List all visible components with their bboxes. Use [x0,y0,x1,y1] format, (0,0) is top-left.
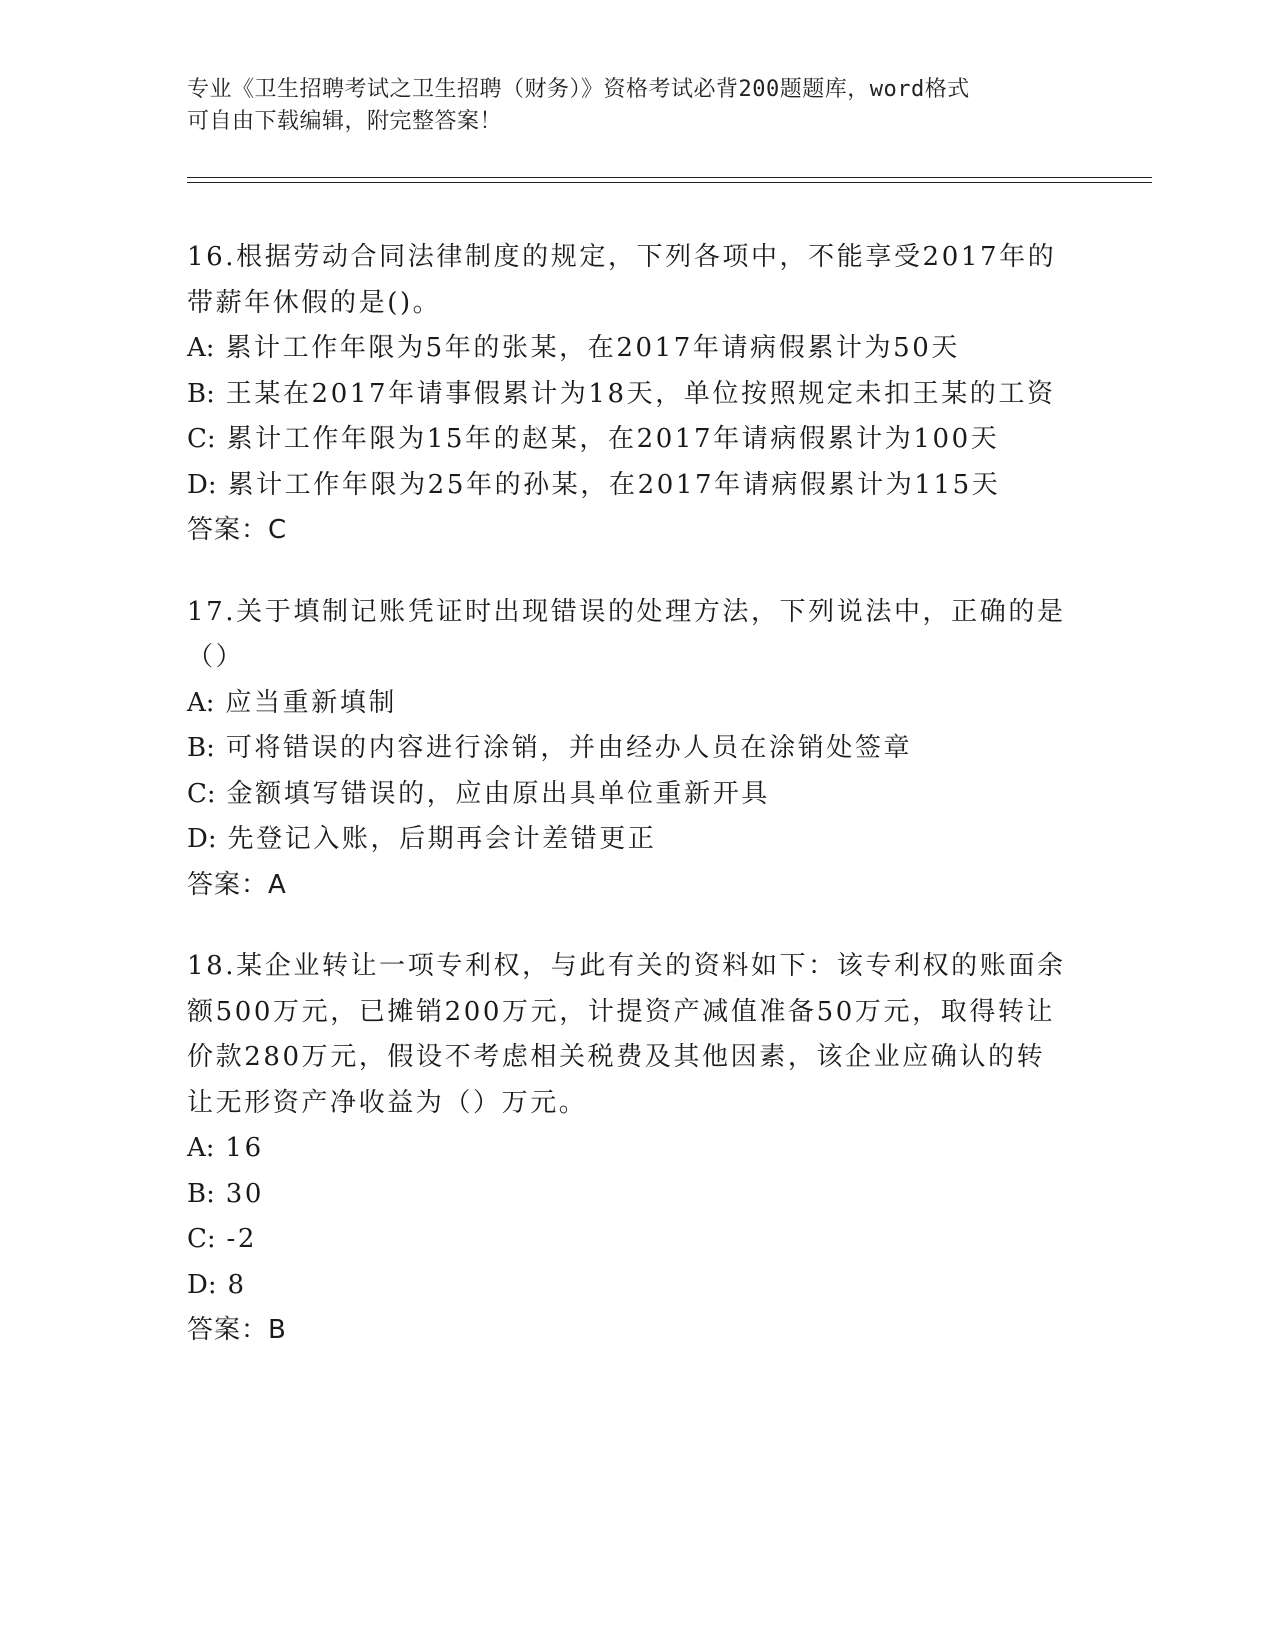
question-stem-line: 带薪年休假的是()。 [187,287,442,318]
option-text: 累计工作年限为15年的赵某，在2017年请病假累计为100天 [226,424,1000,454]
question-stem-line: 额500万元，已摊销200万元，计提资产减值准备50万元，取得转让 [187,996,1056,1027]
option-c [187,1217,1087,1263]
option-text: 王某在2017年请事假累计为18天，单位按照规定未扣王某的工资 [225,378,1056,409]
option-text: 累计工作年限为5年的张某，在2017年请病假累计为50天 [225,333,961,363]
option-letter: A: [187,687,215,718]
option-c [187,417,1087,463]
option-letter: C: [187,1224,216,1254]
option-b [187,372,1087,418]
option-text: 可将错误的内容进行涂销，并由经办人员在涂销处签章 [225,733,913,763]
option-c [187,772,1087,818]
option-a [187,1126,1087,1172]
option-text: 8 [227,1269,247,1300]
question-17 [187,590,1087,909]
option-letter: C: [187,778,216,809]
document-header [187,74,1067,138]
option-letter: A: [187,333,215,363]
option-d [187,817,1087,863]
option-d [187,1263,1087,1309]
question-18 [187,944,1087,1354]
answer-line: 答案：A [187,869,287,900]
question-stem-line: 17.关于填制记账凭证时出现错误的处理方法，下列说法中，正确的是 [187,596,1066,627]
option-text: 累计工作年限为25年的孙某，在2017年请病假累计为115天 [227,469,1001,500]
question-stem-line: 18.某企业转让一项专利权，与此有关的资料如下：该专利权的账面余 [187,951,1066,981]
option-letter: B: [187,733,215,763]
option-text: 16 [225,1133,264,1163]
question-stem-line: （） [187,642,245,672]
header-divider-bottom [187,182,1152,183]
option-b [187,726,1087,772]
option-b [187,1172,1087,1218]
header-line-1: 专业《卫生招聘考试之卫生招聘（财务）》资格考试必背200题题库，word格式 [187,77,970,102]
option-text: 金额填写错误的，应由原出具单位重新开具 [226,778,770,809]
option-a [187,681,1087,727]
option-letter: D: [187,469,217,500]
answer-line: 答案：B [187,1315,287,1345]
option-letter: D: [187,824,217,854]
question-16 [187,235,1087,554]
question-stem-line: 让无形资产净收益为（）万元。 [187,1087,588,1118]
question-list [187,235,1087,1390]
header-divider-top [187,177,1152,178]
header-line-2: 可自由下载编辑，附完整答案！ [187,109,503,134]
option-text: 先登记入账，后期再会计差错更正 [227,824,657,854]
option-a [187,326,1087,372]
option-d [187,463,1087,509]
option-letter: D: [187,1269,217,1300]
option-letter: B: [187,1178,215,1209]
option-letter: B: [187,378,215,409]
option-text: 应当重新填制 [225,687,398,718]
option-letter: A: [187,1133,215,1163]
question-stem-line: 价款280万元，假设不考虑相关税费及其他因素，该企业应确认的转 [187,1042,1046,1072]
option-text: 30 [225,1178,265,1209]
option-text: -2 [226,1224,258,1254]
question-stem-line: 16.根据劳动合同法律制度的规定，下列各项中，不能享受2017年的 [187,242,1057,272]
option-letter: C: [187,424,216,454]
answer-line: 答案：C [187,515,288,545]
